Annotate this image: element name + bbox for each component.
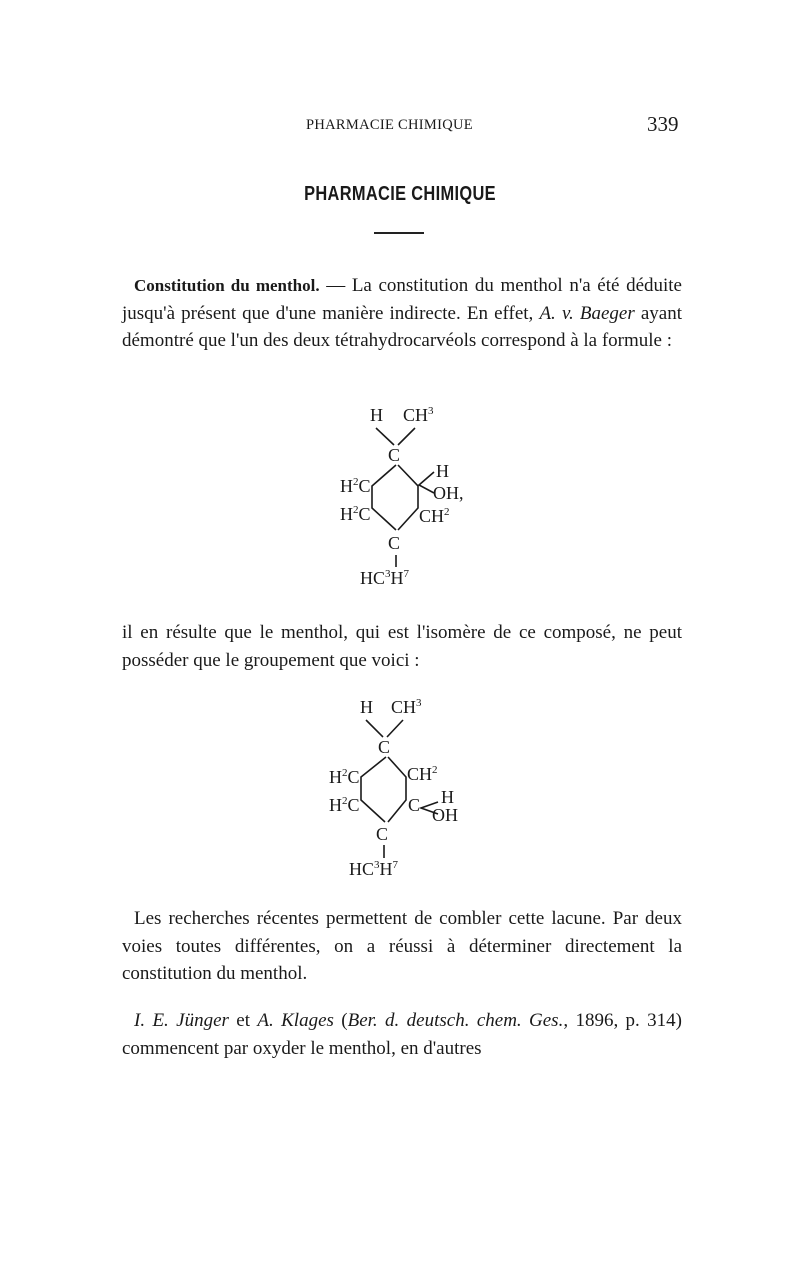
paragraph-1-text-2: ayant démontré que l'un des deux tétrahydrocarvéols correspond à la formule :: [122, 302, 682, 351]
bond: [387, 720, 403, 737]
formula1-c-top: C: [388, 445, 401, 465]
paragraph-heading: Constitution du menthol.: [134, 276, 320, 295]
bond: [366, 720, 383, 737]
formula1-c-bottom: C: [388, 533, 401, 553]
bond: [376, 428, 394, 445]
formula2-right-c: C: [408, 795, 421, 815]
author-name: A. Klages: [257, 1010, 334, 1031]
bond: [419, 472, 434, 493]
ring-left: [372, 465, 396, 530]
formula1-left-1: $H^2C$: [340, 476, 371, 496]
formula1-right-oh: OH,: [433, 483, 464, 503]
paragraph-1-text: — La constitution du menthol n'a été déduite jusqu'à présent que d'une manière indirecte. En effet,: [122, 275, 682, 324]
formula2-c-top: C: [378, 737, 391, 757]
formula2-top-h: H: [360, 697, 373, 717]
author-name: I. E. Jünger: [134, 1010, 229, 1031]
formula1-top-h: H: [370, 405, 383, 425]
author-name: A. v. Baeger: [539, 302, 635, 324]
paragraph-4: [122, 1007, 682, 1062]
page-number: 339: [647, 112, 679, 136]
formula2-bottom: $HC^3H^7$: [349, 859, 399, 879]
journal-reference: Ber. d. deutsch. chem. Ges.: [347, 1010, 564, 1031]
running-head: PHARMACIE CHIMIQUE: [306, 117, 473, 133]
formula1-right-ch: $CH^2$: [419, 506, 450, 526]
ring-right: [398, 465, 418, 530]
formula1-right-h: H: [436, 461, 449, 481]
formula2-right-h: H: [441, 787, 454, 807]
paragraph-3: Les recherches récentes permettent de combler cette lacune. Par deux voies toutes différentes, on a réussi à déterminer directement la constitution du menthol.: [122, 908, 682, 984]
paragraph-2: il en résulte que le menthol, qui est l'isomère de ce composé, ne peut posséder que le groupement que voici :: [122, 622, 682, 671]
section-title: PHARMACIE CHIMIQUE: [304, 183, 496, 205]
formula2-c-bottom: C: [376, 824, 389, 844]
bond: [398, 428, 415, 445]
formula1-bottom: $HC^3H^7$: [360, 568, 410, 588]
formula1-left-2: $H^2C$: [340, 504, 371, 524]
formula2-right-oh: OH: [432, 805, 458, 825]
ring-right: [388, 757, 406, 822]
formula2-right-ch: $CH^2$: [407, 764, 438, 784]
formula2-top-ch: $CH^3$: [391, 697, 422, 717]
paragraph-4-text: , 1896, p. 314) commencent par oxyder le menthol, en d'autres: [122, 1010, 683, 1059]
formula1-top-ch: $CH^3$: [403, 405, 434, 425]
paragraph-4-and: et: [228, 1010, 258, 1031]
ring-left: [361, 757, 386, 822]
formula2-left-2: $H^2C$: [329, 795, 360, 815]
formula2-left-1: $H^2C$: [329, 767, 360, 787]
paragraph-4-open: (: [333, 1010, 348, 1031]
